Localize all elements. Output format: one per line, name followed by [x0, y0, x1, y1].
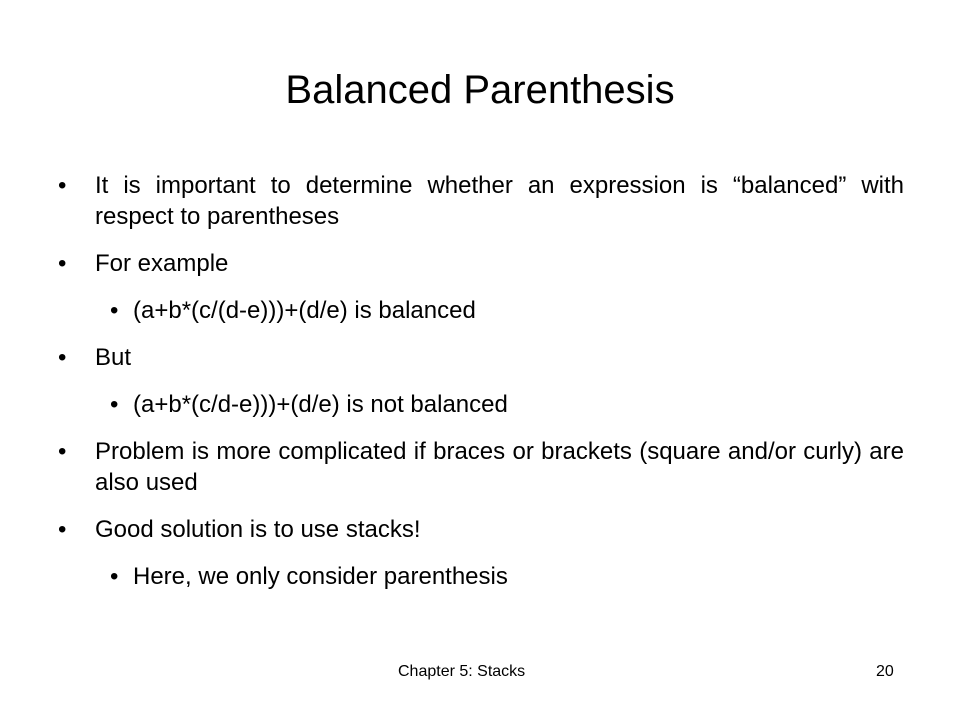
- bullet-icon: •: [110, 297, 119, 324]
- bullet-icon: •: [58, 344, 67, 371]
- bullet-text: Good solution is to use stacks!: [95, 516, 421, 543]
- bullet-icon: •: [58, 438, 67, 465]
- bullet-icon: •: [110, 391, 119, 418]
- bullet-text: Here, we only consider parenthesis: [133, 563, 508, 590]
- bullet-item: [58, 248, 904, 279]
- footer-chapter: Chapter 5: Stacks: [398, 663, 526, 680]
- bullet-list: [58, 170, 904, 608]
- slide-title: Balanced Parenthesis: [285, 68, 675, 112]
- bullet-text: Problem is more complicated if braces or brackets (square and/or curly) are also used: [95, 438, 904, 496]
- sub-bullet-item: [58, 561, 904, 592]
- bullet-item: [58, 170, 904, 232]
- bullet-text: It is important to determine whether an expression is “balanced” with respect to parentheses: [95, 172, 904, 230]
- bullet-icon: •: [58, 250, 67, 277]
- bullet-item: [58, 436, 904, 498]
- bullet-text: For example: [95, 250, 229, 277]
- sub-bullet-item: [58, 389, 904, 420]
- bullet-text: But: [95, 344, 132, 371]
- bullet-item: [58, 342, 904, 373]
- bullet-icon: •: [58, 516, 67, 543]
- bullet-item: [58, 514, 904, 545]
- page-number: 20: [876, 663, 894, 680]
- sub-bullet-item: [58, 295, 904, 326]
- bullet-icon: •: [58, 172, 67, 199]
- bullet-text: (a+b*(c/d-e)))+(d/e) is not balanced: [133, 391, 508, 418]
- bullet-icon: •: [110, 563, 119, 590]
- bullet-text: (a+b*(c/(d-e)))+(d/e) is balanced: [133, 297, 476, 324]
